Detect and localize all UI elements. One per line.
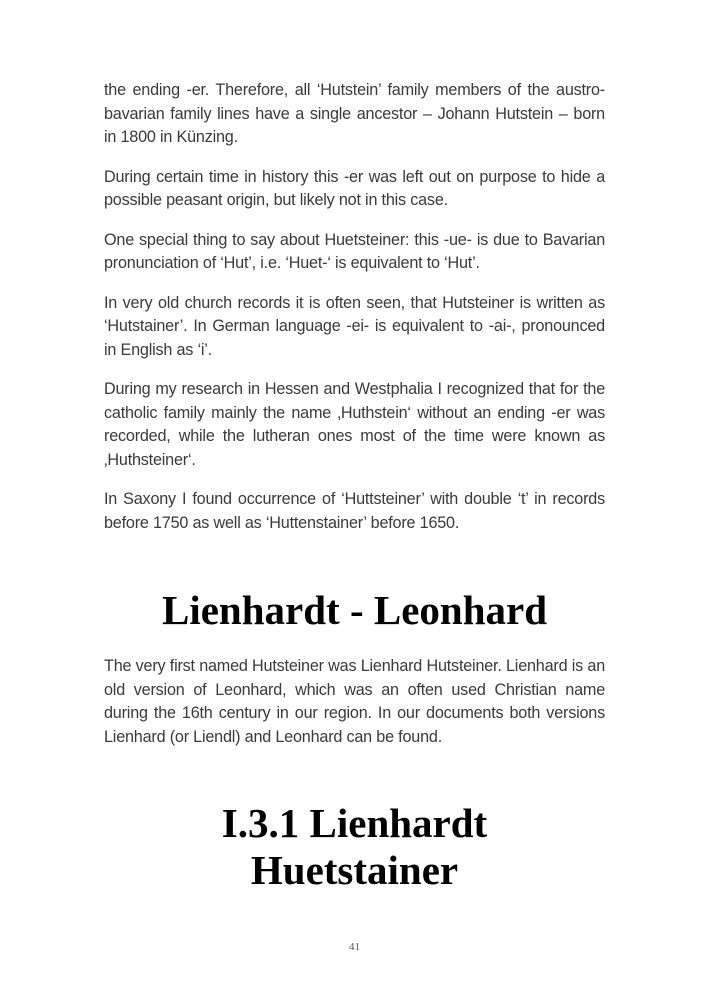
paragraph: One special thing to say about Huetsteiner: this -ue- is due to Bavarian pronunciation of ‘Hut’, i.e. ‘Huet-‘ is equivalent to ‘Hut’.	[104, 230, 605, 272]
subsection-heading	[0, 800, 709, 894]
paragraph: the ending -er. Therefore, all ‘Hutstein’ family members of the austro-bavarian family lines have a single ancestor – Johann Hutstein – born in 1800 in Künzing.	[104, 81, 605, 146]
section-heading: Lienhardt - Leonhard	[162, 587, 547, 633]
paragraph: In Saxony I found occurrence of ‘Huttsteiner’ with double ‘t’ in records before 1750 as well as ‘Huttenstainer’ before 1650.	[104, 490, 605, 532]
top-text-block	[104, 79, 605, 551]
page-number: 41	[349, 941, 360, 953]
subsection-heading-line2: Huetstainer	[250, 847, 459, 893]
section-text-block	[104, 655, 605, 765]
subsection-heading-line1: I.3.1 Lienhardt	[221, 800, 488, 846]
paragraph: In very old church records it is often seen, that Hutsteiner is written as ‘Hutstainer’. In German language -ei- is equivalent to -ai-, pronounced in English as ‘i’.	[104, 293, 605, 359]
paragraph: During my research in Hessen and Westphalia I recognized that for the catholic family mainly the name ‚Huthstein‘ without an ending -er was recorded, while the lutheran ones most of the time were known as ‚Huthsteiner‘.	[104, 380, 605, 469]
paragraph: The very first named Hutsteiner was Lienhard Hutsteiner. Lienhard is an old version of Leonhard, which was an often used Christian name during the 16th century in our region. In our documents both versions Lienhard (or Liendl) and Leonhard can be found.	[104, 657, 605, 746]
paragraph: During certain time in history this -er was left out on purpose to hide a possible peasant origin, but likely not in this case.	[104, 167, 605, 209]
